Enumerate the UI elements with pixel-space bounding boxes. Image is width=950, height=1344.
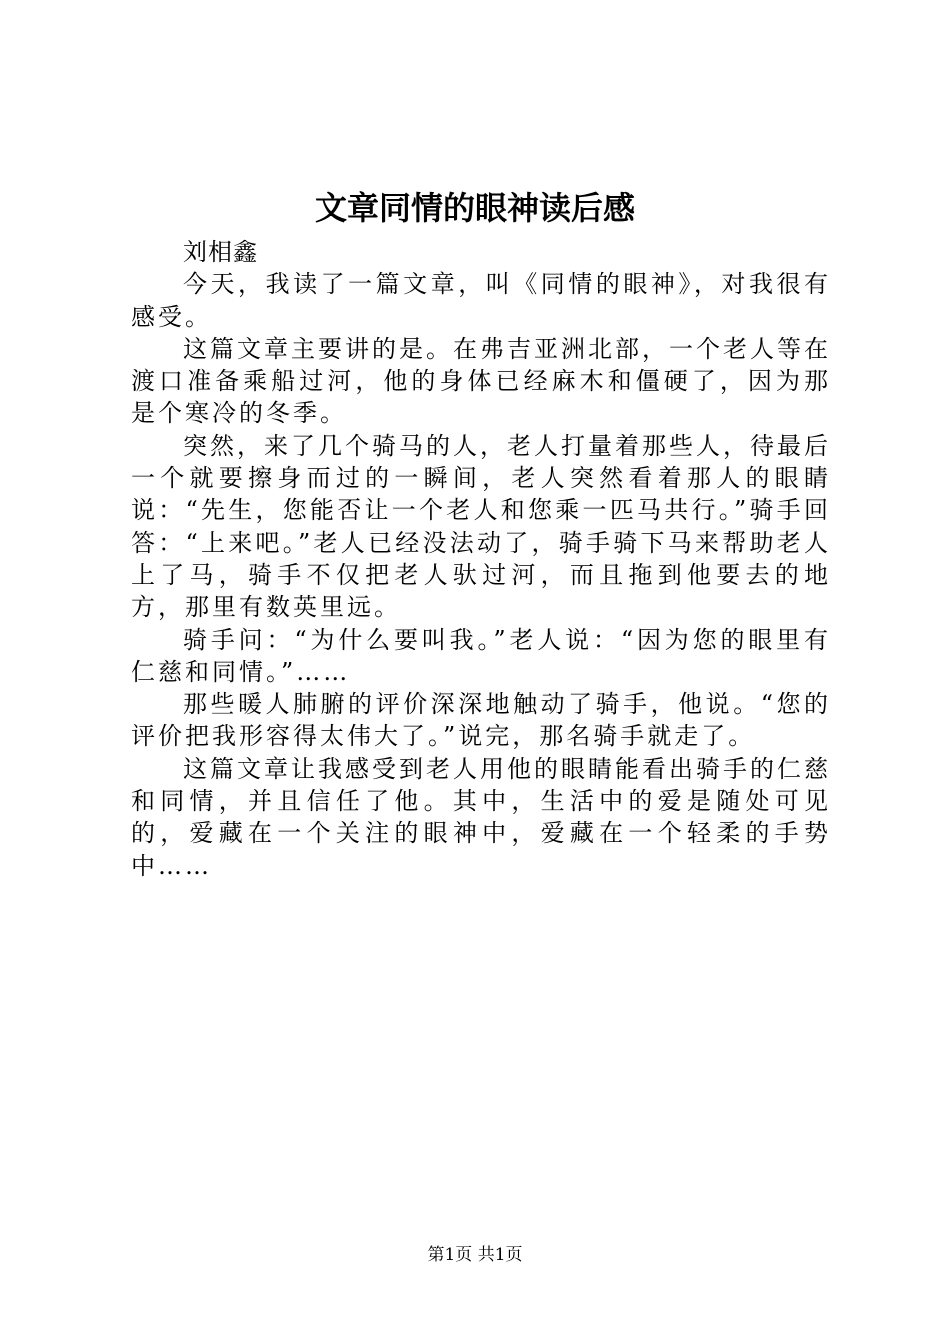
paragraph-2: 这篇文章主要讲的是。在弗吉亚洲北部，一个老人等在渡口准备乘船过河，他的身体已经麻木和僵硬了，因为那是个寒冷的冬季。 xyxy=(131,334,831,428)
page-title: 文章同情的眼神读后感 xyxy=(314,189,635,227)
paragraph-6: 这篇文章让我感受到老人用他的眼睛能看出骑手的仁慈和同情，并且信任了他。其中，生活中的爱是随处可见的，爱藏在一个关注的眼神中，爱藏在一个轻柔的手势中…… xyxy=(131,754,831,880)
document-body xyxy=(131,236,831,882)
paragraph-5: 那些暖人肺腑的评价深深地触动了骑手，他说。“您的评价把我形容得太伟大了。”说完，那名骑手就走了。 xyxy=(131,690,831,751)
paragraph-4: 骑手问：“为什么要叫我。”老人说：“因为您的眼里有仁慈和同情。”…… xyxy=(131,625,831,686)
author-line: 刘相鑫 xyxy=(183,238,258,266)
paragraph-1: 今天，我读了一篇文章，叫《同情的眼神》，对我很有感受。 xyxy=(131,270,831,331)
page-footer: 第1页 共1页 xyxy=(427,1245,523,1265)
paragraph-3: 突然，来了几个骑马的人，老人打量着那些人，待最后一个就要擦身而过的一瞬间，老人突然看着那人的眼睛说：“先生，您能否让一个老人和您乘一匹马共行。”骑手回答：“上来吧。”老人已经没法动了，骑手骑下马来帮助老人上了马，骑手不仅把老人驮过河，而且拖到他要去的地方，那里有数英里远。 xyxy=(131,431,831,622)
